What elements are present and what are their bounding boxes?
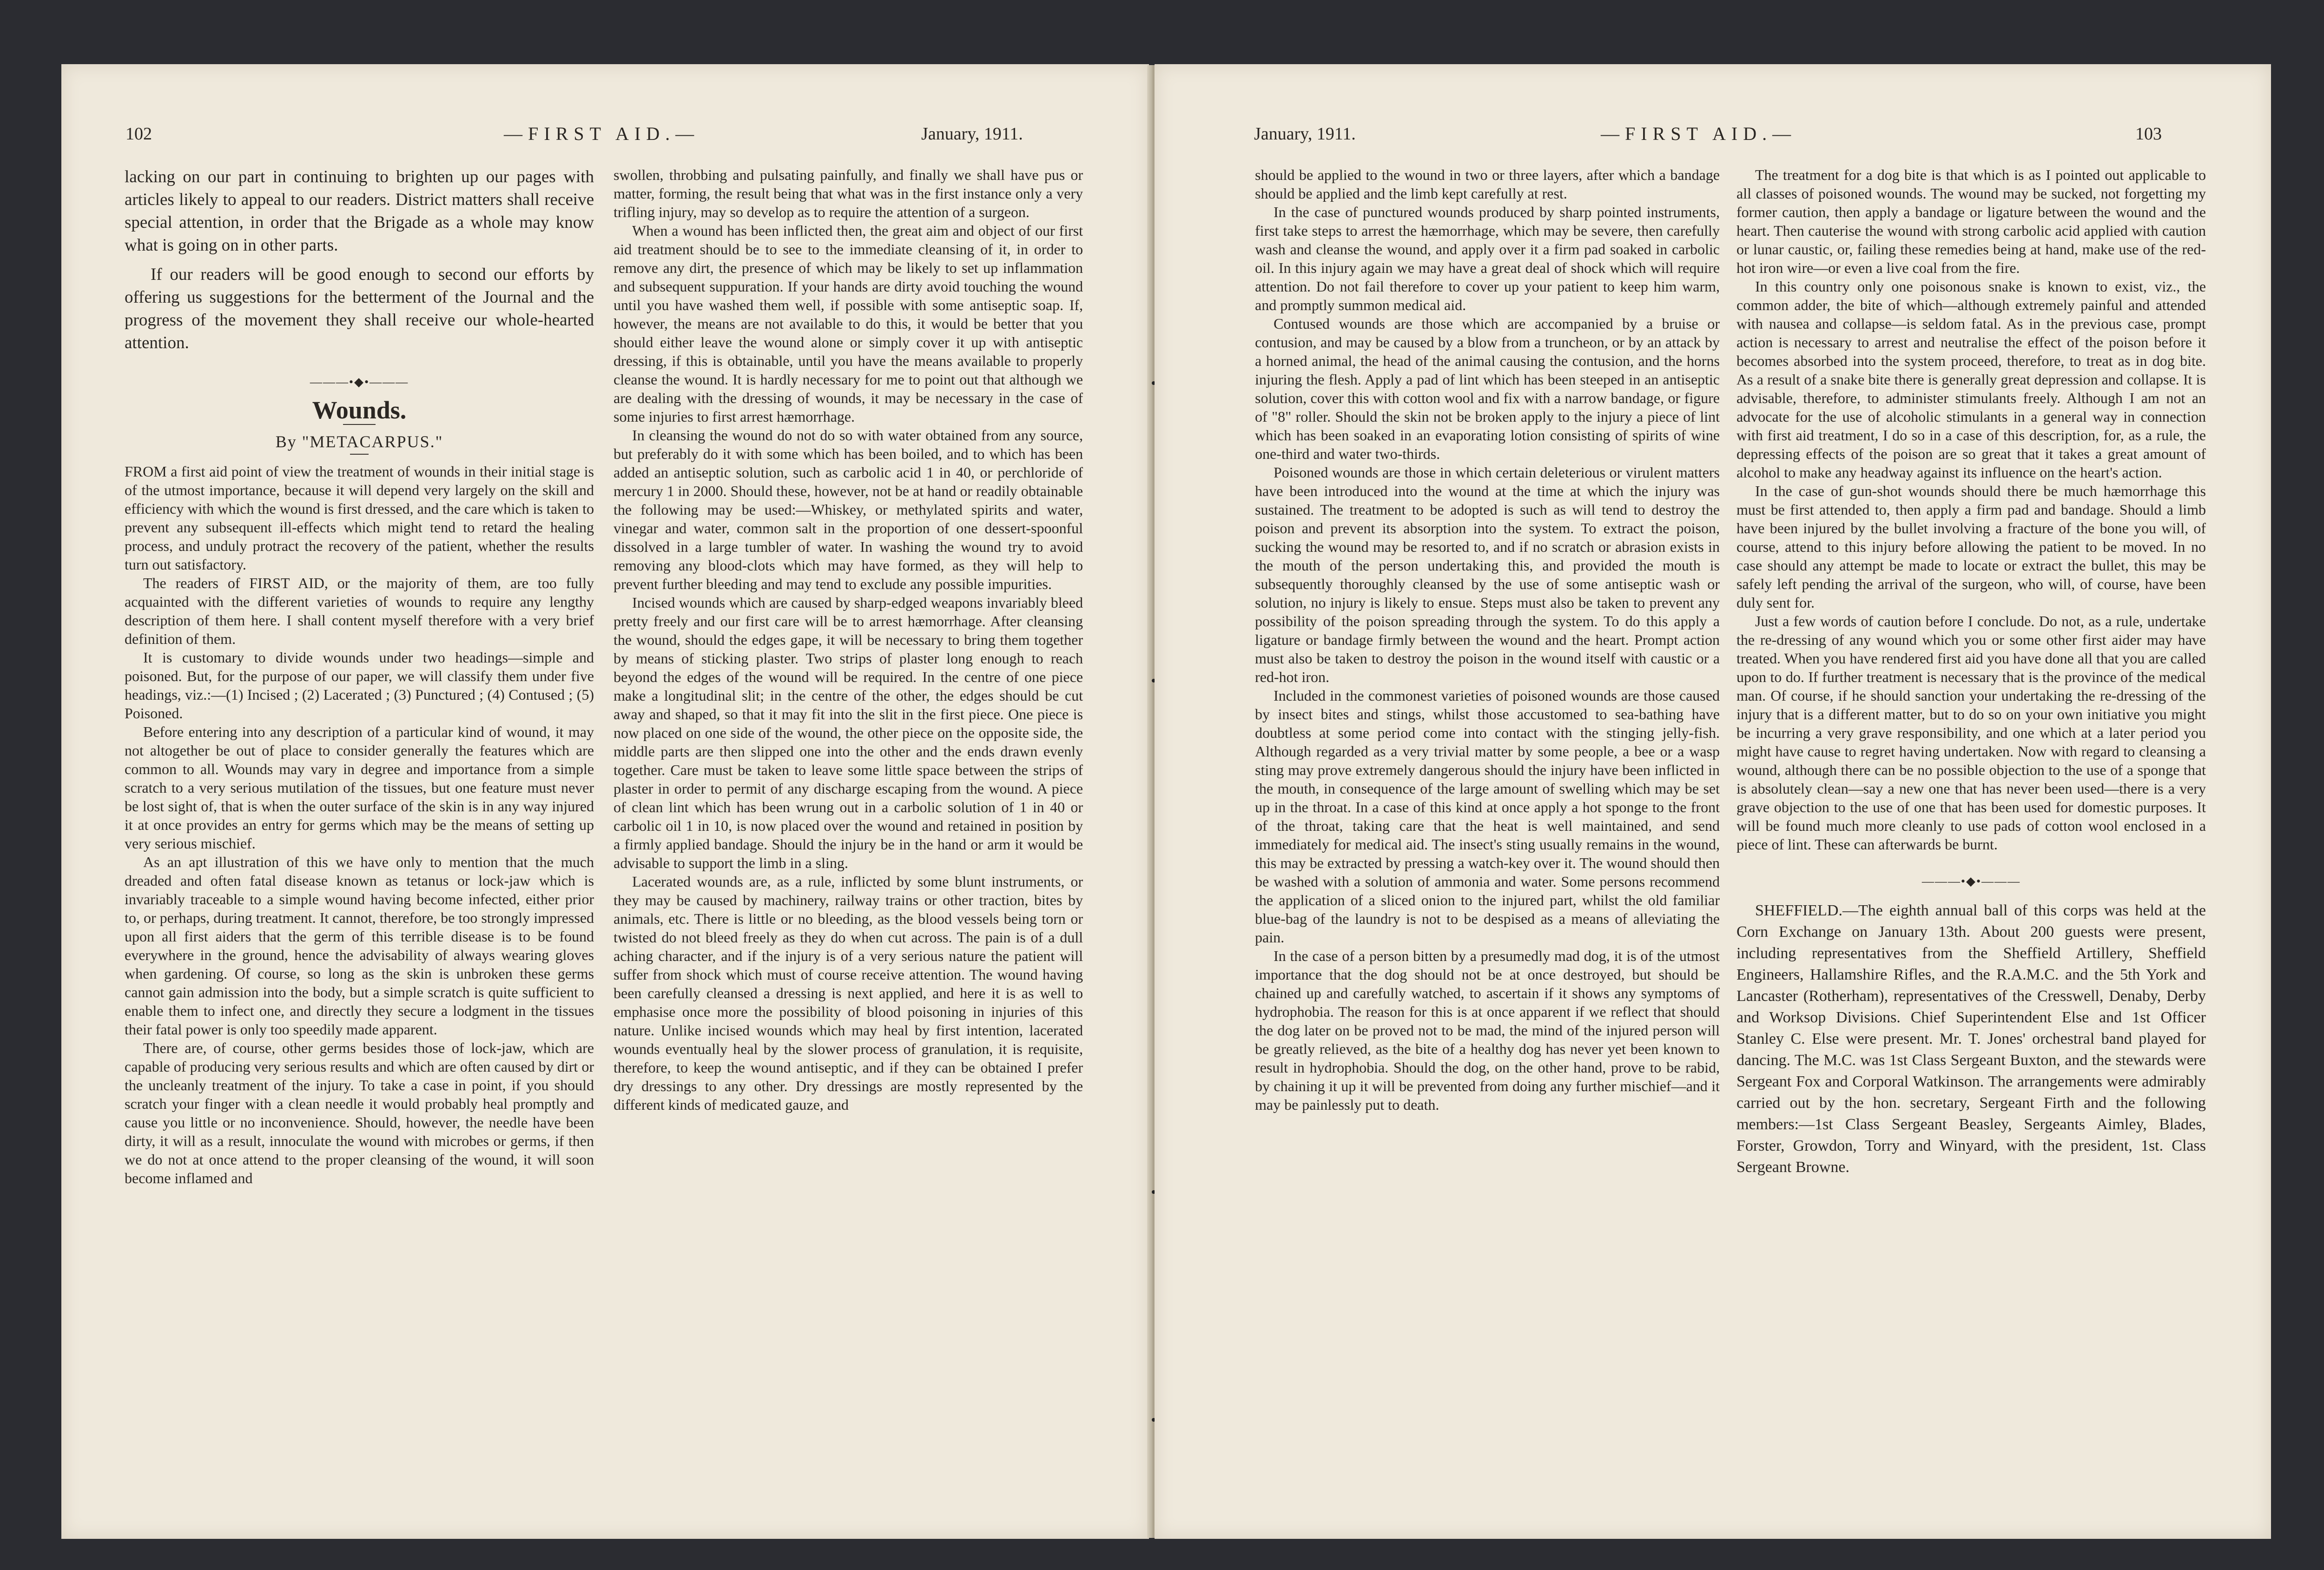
title-rule: [343, 424, 376, 425]
article-paragraph: Poisoned wounds are those in which certain deleterious or virulent matters have been introduced into the wound at the time at which the injury was sustained. The treatment to be adopted is such as will tend to destroy the poison and prevent its absorption into the system. To extract the poison, sucking the wound may be resorted to, and if no scratch or abrasion exists in the mouth of the person undertaking this, and provided the mouth is subsequently thoroughly cleansed by the use of some antiseptic wash or solution, no injury is likely to ensue. Steps must also be taken to prevent any possibility of the poison spreading through the system. To do this apply a ligature or bandage firmly between the wound and the heart. Prompt action must also be taken to destroy the poison in the wound itself with caustic or a red-hot iron.: [1255, 464, 1720, 685]
article-paragraph: Just a few words of caution before I conclude. Do not, as a rule, undertake the re-dressing of any wound which you or some other first aider may have treated. When you have rendered first aid you have done all that you are called upon to do. If further treatment is necessary that is the province of the medical man. Of course, if he should sanction your undertaking the re-dressing of the injury that is a different matter, but to do so on your own initiative you might be incurring a very grave responsibility, and one which at a later period you might have cause to regret having undertaken. Now with regard to cleansing a wound, although there can be no possible objection to the use of a sponge that is absolutely clean—say a new one that has never been used—there is a very grave objection to the use of one that has been used for domestic purposes. It will be found much more cleanly to use pads of cotton wool enclosed in a piece of lint. These can afterwards be burnt.: [1736, 613, 2206, 853]
article-title: Wounds.: [312, 396, 407, 424]
article-paragraph: In this country only one poisonous snake is known to exist, viz., the common adder, the bite of which—although extremely painful and attended with nausea and collapse—is seldom fatal. As in the previous case, prompt action is necessary to arrest and neutralise the effect of the poison before it becomes absorbed into the system proceed, therefore, to treat as in dog bite. As a result of a snake bite there is generally great depression and collapse. It is advisable, therefore, to administer stimulants freely. Although I am not an advocate for the use of alcoholic stimulants in a general way in connection with first aid treatment, I do so in a case of this description, for, as a rule, the depressing effects of the poison are so great that it takes a great amount of alcohol to make any headway against its influence on the heart's action.: [1736, 278, 2206, 481]
intro-paragraph: If our readers will be good enough to second our efforts by offering us suggestions for the betterment of the Journal and the progress of the movement they shall receive our whole-hearted attention.: [125, 265, 594, 352]
section-divider: ———•◆•———: [310, 375, 409, 389]
article-paragraph: When a wound has been inflicted then, the great aim and object of our first aid treatment should be to see to the immediate cleansing of it, in order to remove any dirt, the presence of which may be likely to set up inflammation and subsequent suppuration. If your hands are dirty avoid touching the wound until you have washed them well, if possible with some antiseptic soap. If, however, the means are not available to do this, it would be better that you should either leave the wound alone or simply cover it up with antiseptic dressing, if this is obtainable, until you have the means available to properly cleanse the wound. It is hardly necessary for me to point out that although we are dealing with the dressing of wounds, it may be necessary in the case of some injuries to first arrest hæmorrhage.: [614, 222, 1083, 425]
running-title: —FIRST AID.—: [504, 123, 700, 144]
running-title: —FIRST AID.—: [1601, 123, 1797, 144]
intro-paragraph: lacking on our part in continuing to brighten up our pages with articles likely to appeal to our readers. District matters shall receive special attention, in order that the Brigade as a whole may know what is going on in other parts.: [125, 167, 594, 255]
article-paragraph: swollen, throbbing and pulsating painfully, and finally we shall have pus or matter, forming, the result being that what was in the first instance only a very trifling injury, may so develop as to require the attention of a surgeon.: [614, 166, 1083, 220]
article-paragraph: FROM a first aid point of view the treatment of wounds in their initial stage is of the utmost importance, because it will depend very largely on the skill and efficiency with which the wound is first dressed, and the care which is taken to prevent any subsequent ill-effects which might tend to retard the healing process, and unduly protract the recovery of the patient, whether the results turn out satisfactory.: [125, 463, 594, 573]
section-divider: ———•◆•———: [1921, 874, 2021, 888]
left-page-header: [61, 120, 1149, 148]
article-paragraph: Incised wounds which are caused by sharp-edged weapons invariably bleed pretty freely and our first care will be to arrest hæmorrhage. After cleansing the wound, should the edges gape, it will be necessary to bring them together by means of sticking plaster. Two strips of plaster long enough to reach beyond the edges of the wound will be required. In the centre of one piece make a longitudinal slit; in the centre of the other, the edges should be cut away and shaped, so that it may fit into the slit in the first piece. One piece is now placed on one side of the wound, the other piece on the opposite side, the middle parts are then slipped one into the other and the ends drawn evenly together. Care must be taken to leave some little space between the strips of plaster in order to permit of any discharge escaping from the wound. A piece of clean lint which has been wrung out in a carbolic solution of 1 in 40 or carbolic oil 1 in 10, is now placed over the wound and retained in position by a firmly applied bandage. Should the injury be in the hand or arm it would be advisable to support the limb in a sling.: [614, 594, 1083, 871]
article-paragraph: Before entering into any description of a particular kind of wound, it may not altogether be out of place to consider generally the features which are common to all. Wounds may vary in degree and importance from a simple scratch to a very serious mutilation of the tissues, but one feature must never be lost sight of, that is when the outer surface of the skin is in any way injured it at once provides an entry for germs which may be the means of setting up very serious mischief.: [125, 723, 594, 852]
right-column-2: [1736, 166, 2206, 1523]
left-column-1: [125, 166, 594, 1523]
sheffield-report: SHEFFIELD.—The eighth annual ball of this corps was held at the Corn Exchange on January 13th. About 200 guests were present, including representatives from the Sheffield Artillery, Sheffield Engineers, Hallamshire Rifles, and the R.A.M.C. and the 5th York and Lancaster (Rotherham), representatives of the Cresswell, Denaby, Derby and Worksop Divisions. Chief Superintendent Else and 1st Officer Stanley C. Else were present. Mr. T. Jones' orchestral band played for dancing. The M.C. was 1st Class Sergeant Buxton, and the stewards were Sergeant Fox and Corporal Watkinson. The arrangements were admirably carried out by the hon. secretary, Sergeant Firth and the following members:—1st Class Sergeant Beasley, Sergeants Aimley, Blades, Forster, Growdon, Torry and Winyard, with the president, 1st. Class Sergeant Browne.: [1736, 902, 2206, 1176]
article-paragraph: Lacerated wounds are, as a rule, inflicted by some blunt instruments, or they may be caused by machinery, railway trains or other traction, bites by animals, etc. There is little or no bleeding, as the blood vessels being torn or twisted do not bleed freely as they do when cut across. The pain is of a dull aching character, and if the injury is of a very serious nature the patient will suffer from shock which must of course receive attention. The wound having been carefully cleansed a dressing is next applied, and here it is as well to emphasise once more the possibility of blood poisoning in injuries of this nature. Unlike incised wounds which may heal by first intention, lacerated wounds eventually heal by the slower process of granulation, it is requisite, therefore, to keep the wound antiseptic, and if they can be obtained I prefer dry dressings to any other. Dry dressings are mostly represented by the different kinds of medicated gauze, and: [614, 873, 1083, 1113]
article-paragraph: As an apt illustration of this we have only to mention that the much dreaded and often fatal disease known as tetanus or lock-jaw which is invariably traceable to a simple wound having become infected, either prior to, or perhaps, during treatment. It cannot, therefore, be too strongly impressed upon all first aiders that the germ of this terrible disease is to be found everywhere in the ground, hence the advisability of always wearing gloves when gardening. Of course, so long as the skin is unbroken these germs cannot gain admission into the body, but a simple scratch is quite sufficient to enable them to infect one, and directly they secure a lodgment in the tissues their fatal power is only too speedily made apparent.: [125, 854, 594, 1038]
right-page-header: [1155, 120, 2271, 148]
article-paragraph: Contused wounds are those which are accompanied by a bruise or contusion, and may be caused by a blow from a truncheon, or by an attack by a horned animal, the head of the animal causing the contusion, and the horns injuring the flesh. Apply a pad of lint which has been steeped in an antiseptic solution, cover this with cotton wool and fix with a narrow bandage, or figure of "8" roller. Should the skin not be broken apply to the injury a piece of lint which has been soaked in an evaporating lotion consisting of spirits of wine one-third and water two-thirds.: [1255, 315, 1720, 462]
byline-rule: [350, 454, 369, 455]
article-paragraph: In the case of punctured wounds produced by sharp pointed instruments, first take steps to arrest the hæmorrhage, which may be severe, then carefully wash and cleanse the wound, and apply over it a firm pad soaked in carbolic oil. In this injury again we may have a great deal of shock which will require attention. Do not fail therefore to cover up your patient to keep him warm, and promptly summon medical aid.: [1255, 204, 1720, 313]
intro-block: [125, 166, 594, 354]
header-date: January, 1911.: [1254, 124, 1356, 144]
article-paragraph: It is customary to divide wounds under two headings—simple and poisoned. But, for the purpose of our paper, we will classify them under five headings, viz.:—(1) Incised ; (2) Lacerated ; (3) Punctured ; (4) Contused ; (5) Poisoned.: [125, 649, 594, 722]
article-paragraph: In the case of a person bitten by a presumedly mad dog, it is of the utmost importance that the dog should not be at once destroyed, but should be chained up and carefully watched, to ascertain if it shows any symptoms of hydrophobia. The reason for this is at once apparent if we reflect that should the dog later on be proved not to be mad, the mind of the injured person will be greatly relieved, as the bite of a healthy dog has never yet been known to result in hydrophobia. Should the dog, on the other hand, prove to be rabid, by chaining it up it will be prevented from doing any further mischief—and it may be painlessly put to death.: [1255, 947, 1720, 1113]
article-paragraph: In the case of gun-shot wounds should there be much hæmorrhage this must be first attended to, then apply a firm pad and bandage. Should a limb have been injured by the bullet involving a fracture of the bone you will, of course, attend to this injury before allowing the patient to be moved. In no case should any attempt be made to locate or extract the bullet, this may be safely left pending the arrival of the surgeon, who will, of course, have been duly sent for.: [1736, 483, 2206, 611]
article-paragraph: There are, of course, other germs besides those of lock-jaw, which are capable of producing very serious results and which are often caused by dirt or the uncleanly treatment of the injury. To take a case in point, if you should scratch your finger with a clean needle it would probably heal promptly and cause you little or no inconvenience. Should, however, the needle have been dirty, it will as a result, innoculate the wound with microbes or germs, if then we do not at once attend to the proper cleansing of the wound, it will soon become inflamed and: [125, 1040, 594, 1186]
page-number: 103: [2135, 124, 2162, 144]
article-paragraph: Included in the commonest varieties of poisoned wounds are those caused by insect bites and stings, whilst those accustomed to sea-bathing have doubtless at some period come into contact with the stinging jelly-fish. Although regarded as a very trivial matter by some people, a bee or a wasp sting may prove extremely dangerous should the injury have been inflicted in the mouth, in consequence of the large amount of swelling which may be set up in the throat. In a case of this kind at once apply a hot sponge to the front of the throat, taking care that the heat is well maintained, and send immediately for medical aid. The insect's sting usually remains in the wound, this may be extracted by pressing a watch-key over it. The wound should then be washed with a solution of ammonia and water. Some persons recommend the application of a sliced onion to the injured part, whilst the old familiar blue-bag of the laundry is not to be despised as a means of alleviating the pain.: [1255, 687, 1720, 946]
article-paragraph: The treatment for a dog bite is that which is as I pointed out applicable to all classes of poisoned wounds. The wound may be sucked, not forgetting my former caution, then apply a bandage or ligature between the wound and the heart. Then cauterise the wound with strong carbolic acid applied with caution or lunar caustic, or, failing these remedies being at hand, make use of the red-hot iron wire—or even a live coal from the fire.: [1736, 166, 2206, 276]
right-page: [1155, 64, 2271, 1539]
article-paragraph: The readers of FIRST AID, or the majority of them, are too fully acquainted with the different varieties of wounds to require any lengthy description of them here. I shall content myself therefore with a very brief definition of them.: [125, 575, 594, 647]
page-number: 102: [125, 124, 152, 144]
article-byline: By "METACARPUS.": [275, 432, 443, 451]
header-date: January, 1911.: [921, 124, 1023, 144]
article-paragraph: In cleansing the wound do not do so with water obtained from any source, but preferably do it with some which has been boiled, and to which has been added an antiseptic solution, such as carbolic acid 1 in 40, or perchloride of mercury 1 in 2000. Should these, however, not be at hand or readily obtainable the following may be used:—Whiskey, or methylated spirits and water, vinegar and water, common salt in the proportion of one dessert-spoonful dissolved in a large tumbler of water. In washing the wound try to avoid removing any blood-clots which may have formed, as they will help to prevent further bleeding and may tend to exclude any possible impurities.: [614, 427, 1083, 592]
right-column-1: [1255, 166, 1720, 1523]
left-page: [61, 64, 1149, 1539]
left-column-2: [614, 166, 1083, 1523]
article-paragraph: should be applied to the wound in two or three layers, after which a bandage should be applied and the limb kept carefully at rest.: [1255, 166, 1720, 202]
